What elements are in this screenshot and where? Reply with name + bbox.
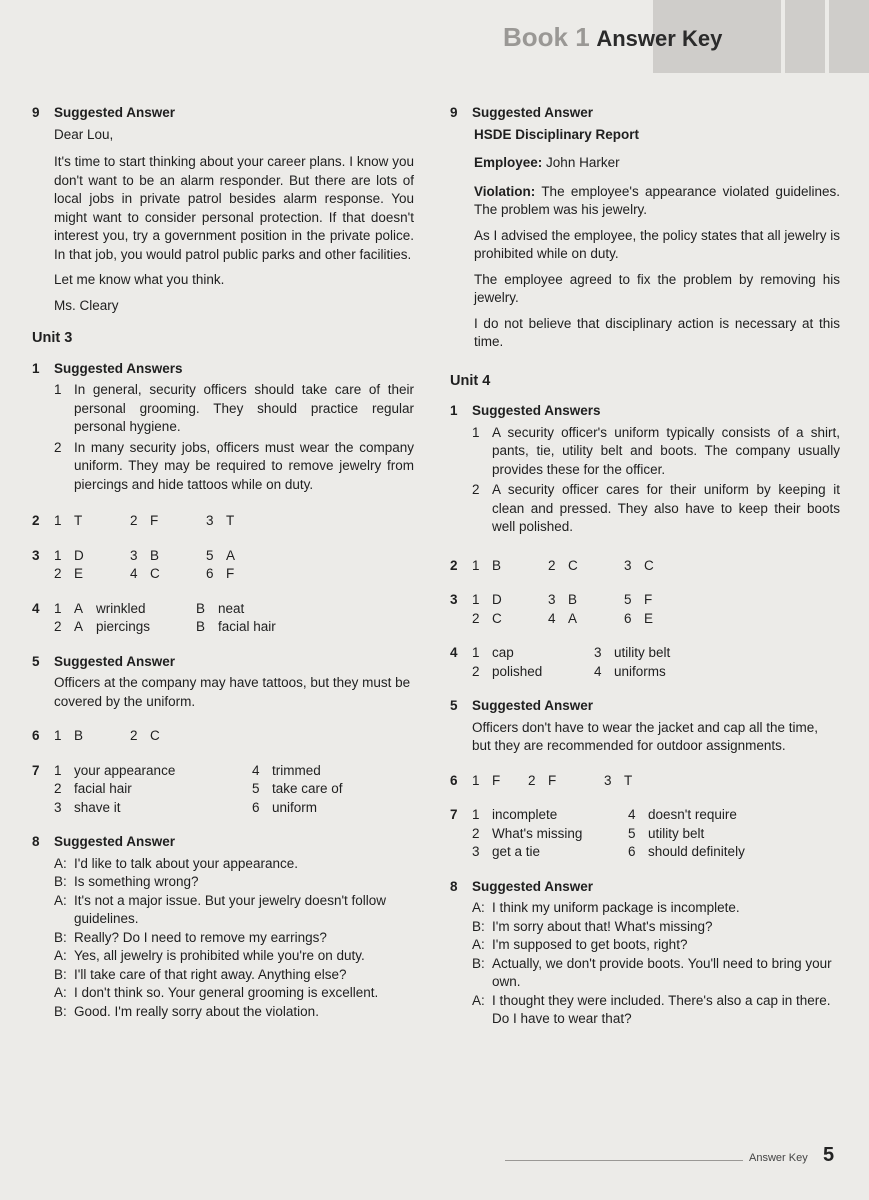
footer-label: Answer Key [749,1152,808,1164]
answer-cell: wrinkled [96,600,146,616]
answer-row-3 [32,547,414,584]
dialog-text: I'm supposed to get boots, right? [492,937,688,952]
answer-cell: 4 [594,663,602,679]
dialog-line [54,892,414,929]
dialog-line [472,955,840,992]
page-number: 5 [823,1144,835,1166]
answer-cell: B [196,600,206,616]
answer-cell: get a tie [492,844,541,859]
section-number: 5 [450,698,458,713]
answer-cell: incomplete [492,807,558,822]
answer-grid [472,557,674,576]
answer-cell: 3 [206,513,214,528]
section-number: 7 [450,807,458,822]
answer-cell: 6 [206,566,214,581]
report-paragraph: I do not believe that disciplinary action is necessary at this time. [474,315,840,349]
dialog-line [54,1003,414,1022]
section-number: 9 [32,105,40,120]
speaker: B: [54,1003,67,1019]
answer-cell: 1 [472,645,480,660]
report-title: HSDE Disciplinary Report [474,126,640,142]
dialog [450,899,840,1029]
list-item [472,424,840,480]
answer-cell: 4 [628,807,636,822]
answer-cell: A [568,610,578,626]
employee-name: John Harker [546,155,620,170]
section-header [32,360,414,379]
answer-row-3 [450,591,840,628]
section-title: Suggested Answer [54,105,176,120]
answer-cell: 3 [54,799,62,815]
section-title: Suggested Answer [54,834,176,849]
answer-cell: T [624,772,633,788]
answer-cell: uniforms [614,663,666,679]
dialog-line [472,918,840,937]
answer-row-7 [450,806,840,862]
section-number: 1 [450,403,458,418]
answer-list [450,424,840,537]
answer-cell: D [492,592,502,607]
dialog-text: I'd like to talk about your appearance. [74,855,298,871]
dialog-text: I thought they were included. There's also a cap in there. Do I have to wear that? [492,992,831,1026]
right-column [450,104,840,1029]
answer-cell: 1 [472,592,480,607]
speaker: B: [54,929,67,945]
dialog [32,855,414,1022]
answer-grid [472,806,768,862]
dialog-text: It's not a major issue. But your jewelry doesn't follow guidelines. [74,892,387,926]
answer-cell: A [74,600,84,616]
answer-cell: facial hair [74,781,132,796]
item-text: A security officer's uniform typically consists of a shirt, pants, tie, utility belt and boots. The company usually provides these for the officer. [492,424,840,477]
violation-text: The employee's appearance violated guidelines. The problem was his jewelry. [474,183,840,217]
answer-cell: 2 [472,610,480,626]
employee-label: Employee: [474,155,543,170]
dialog-text: Yes, all jewelry is prohibited while you're on duty. [74,948,365,963]
answer-cell: 2 [472,663,480,679]
answer-cell: 5 [206,547,214,563]
answer-cell: B [150,547,160,563]
answer-row-6 [450,772,840,791]
item-text: In many security jobs, officers must wear the company uniform. They may be required to remove jewelry from piercings and hide tattoos while on duty. [74,439,414,492]
report-paragraph: As I advised the employee, the policy states that all jewelry is prohibited while on duty. [474,227,840,261]
letter [32,126,414,316]
section-number: 6 [450,772,458,788]
answer-cell: 4 [548,610,556,626]
answer-cell: 3 [548,592,556,607]
answer-cell: your appearance [74,762,176,778]
answer-cell: C [150,566,160,581]
dialog-line [472,992,840,1029]
dialog-line [54,855,414,874]
answer-cell: F [492,772,501,788]
section-header [450,878,840,897]
dialog-text: I'm sorry about that! What's missing? [492,918,713,934]
answer-cell: 2 [130,728,138,743]
section-title: Suggested Answer [472,698,594,713]
answer-cell: A [74,619,84,634]
answer-cell: should definitely [648,844,745,859]
answer-cell: trimmed [272,762,321,778]
speaker: B: [54,874,67,889]
section-title: Suggested Answer [472,105,594,120]
dialog-text: Is something wrong? [74,874,199,889]
answer-cell: 1 [472,807,480,822]
item-text: In general, security officers should take care of their personal grooming. They should practice regular personal hygiene. [74,382,414,434]
report-employee [474,154,840,173]
section-number: 1 [32,360,40,376]
section-title: Suggested Answer [54,653,176,669]
answer-cell: shave it [74,799,121,815]
answer-cell: E [74,566,84,581]
letter-signature: Ms. Cleary [54,297,119,313]
answer-cell: C [492,610,502,626]
answer-cell: take care of [272,781,343,796]
answer-grid [54,727,180,746]
answer-cell: 2 [54,781,62,796]
answer-cell: 6 [252,799,260,815]
answer-row-2 [450,557,840,576]
unit-heading: Unit 3 [32,330,73,346]
answer-cell: D [74,547,84,563]
speaker: A: [472,900,485,915]
answer-cell: 5 [624,592,632,607]
answer-cell: F [226,566,235,581]
answer-cell: polished [492,663,543,679]
answer-grid [472,772,654,791]
speaker: B: [472,918,485,934]
dialog-text: Actually, we don't provide boots. You'll need to bring your own. [492,955,832,989]
answer-cell: 5 [628,825,636,841]
section-header [32,653,414,672]
section-number: 8 [32,834,40,849]
answer-cell: piercings [96,619,151,634]
speaker: A: [472,937,485,952]
dialog-text: I'll take care of that right away. Anything else? [74,966,347,982]
answer-cell: uniform [272,799,318,815]
answer-cell: utility belt [614,645,671,660]
section-header [450,402,840,421]
unit-heading: Unit 4 [450,372,491,389]
answer-row-4 [450,644,840,681]
speaker: A: [54,855,67,871]
dialog-line [54,966,414,985]
answer-cell: 3 [624,557,632,573]
answer-cell: F [644,592,653,607]
book-label: Book 1 [503,22,590,52]
item-number: 2 [472,482,480,497]
answer-cell: 1 [472,557,480,573]
answer-list [32,381,414,494]
answer-row-2 [32,512,414,531]
answer-grid [54,600,298,637]
answer-cell: E [644,610,654,626]
answer-grid [54,512,256,531]
answer-cell: 6 [628,844,636,859]
answer-cell: cap [492,645,514,660]
section-header [32,833,414,852]
violation-label: Violation: [474,183,536,199]
letter-paragraph: It's time to start thinking about your career plans. I know you don't want to be an alarm responder. But there are lots of local jobs in private patrol besides alarm response. You might want to consider personal protection. If that doesn't interest you, try a government position in the private police. In that job, you would patrol public parks and other facilities. [54,154,414,262]
header-bar [829,0,869,73]
answer-cell: 4 [252,762,260,778]
section-number: 2 [450,557,458,573]
answer-cell: B [196,619,206,634]
section-number: 2 [32,513,40,528]
section-number: 5 [32,653,40,669]
section-title: Suggested Answer [472,878,594,894]
section-number: 4 [450,645,458,660]
answer-cell: 5 [252,781,260,796]
list-item [472,481,840,537]
answer-cell: 1 [54,600,62,616]
answer-grid [472,591,674,628]
dialog-line [54,873,414,892]
answer-text [32,674,414,711]
letter-paragraph: Let me know what you think. [54,272,225,287]
answer-cell: B [492,557,502,573]
answer-paragraph: Officers at the company may have tattoos, but they must be covered by the uniform. [54,675,411,709]
answer-cell: 2 [54,619,62,634]
answer-paragraph: Officers don't have to wear the jacket and cap all the time, but they are recommended for outdoor assignments. [472,719,819,753]
answer-cell: 1 [54,513,62,528]
answer-cell: B [74,728,84,743]
item-number: 1 [54,382,62,397]
answer-cell: B [568,592,578,607]
section-number: 8 [450,878,458,894]
answer-cell: utility belt [648,825,705,841]
section-number: 3 [32,547,40,563]
report [450,126,840,352]
speaker: A: [54,892,67,908]
answer-row-4 [32,600,414,637]
section-header [450,104,840,123]
section-title: Suggested Answers [472,403,601,418]
answer-cell: neat [218,600,245,616]
speaker: B: [54,966,67,982]
answer-cell: facial hair [218,619,276,634]
section-number: 9 [450,105,458,120]
answer-cell: 4 [130,566,138,581]
answer-grid [472,644,714,681]
report-violation [474,183,840,220]
answer-grid [54,762,372,818]
answer-cell: 2 [54,566,62,581]
section-number: 3 [450,592,458,607]
section-number: 7 [32,762,40,778]
answer-cell: 1 [472,772,480,788]
answer-cell: C [644,557,654,573]
answer-cell: 1 [54,762,62,778]
dialog-line [472,936,840,955]
answer-cell: doesn't require [648,807,737,822]
answer-cell: T [226,513,235,528]
answer-key-label: Answer Key [596,26,723,51]
answer-cell: 2 [548,557,556,573]
section-header [32,104,414,123]
dialog-text: Good. I'm really sorry about the violation. [74,1003,319,1019]
answer-cell: 6 [624,610,632,626]
answer-cell: 2 [528,772,536,788]
answer-cell: 1 [54,547,62,563]
answer-cell: F [150,513,159,528]
report-paragraph: The employee agreed to fix the problem by removing his jewelry. [474,271,840,305]
speaker: B: [472,955,485,971]
section-number: 6 [32,728,40,743]
footer-rule [505,1160,743,1161]
dialog-line [54,947,414,966]
answer-cell: A [226,547,236,563]
dialog-text: I don't think so. Your general grooming is excellent. [74,985,379,1000]
answer-cell: 3 [130,547,138,563]
list-item [54,381,414,437]
answer-row-6 [32,727,414,746]
section-title: Suggested Answers [54,360,183,376]
speaker: A: [54,985,67,1000]
answer-cell: 3 [472,844,480,859]
dialog-text: I think my uniform package is incomplete. [492,900,740,915]
left-column [32,104,414,1021]
dialog-text: Really? Do I need to remove my earrings? [74,929,327,945]
answer-cell: T [74,513,83,528]
header-bar [785,0,825,73]
item-number: 2 [54,439,62,455]
section-header [450,697,840,716]
answer-cell: What's missing [492,825,583,841]
answer-cell: 3 [604,772,612,788]
item-text: A security officer cares for their uniform by keeping it clean and pressed. They also have to keep their boots well polished. [492,482,840,534]
answer-text [450,719,840,756]
answer-cell: C [150,728,160,743]
answer-cell: 3 [594,645,602,660]
dialog-line [472,899,840,918]
item-number: 1 [472,424,480,440]
answer-cell: 2 [472,825,480,841]
answer-grid [54,547,256,584]
list-item [54,439,414,495]
dialog-line [54,984,414,1003]
page-title [503,22,722,53]
letter-greeting: Dear Lou, [54,126,114,142]
answer-cell: F [548,772,557,788]
dialog-line [54,929,414,948]
speaker: A: [54,948,67,963]
answer-cell: 1 [54,728,62,743]
answer-cell: C [568,557,578,573]
section-number: 4 [32,600,40,616]
answer-row-7 [32,762,414,818]
speaker: A: [472,992,485,1008]
answer-cell: 2 [130,513,138,528]
